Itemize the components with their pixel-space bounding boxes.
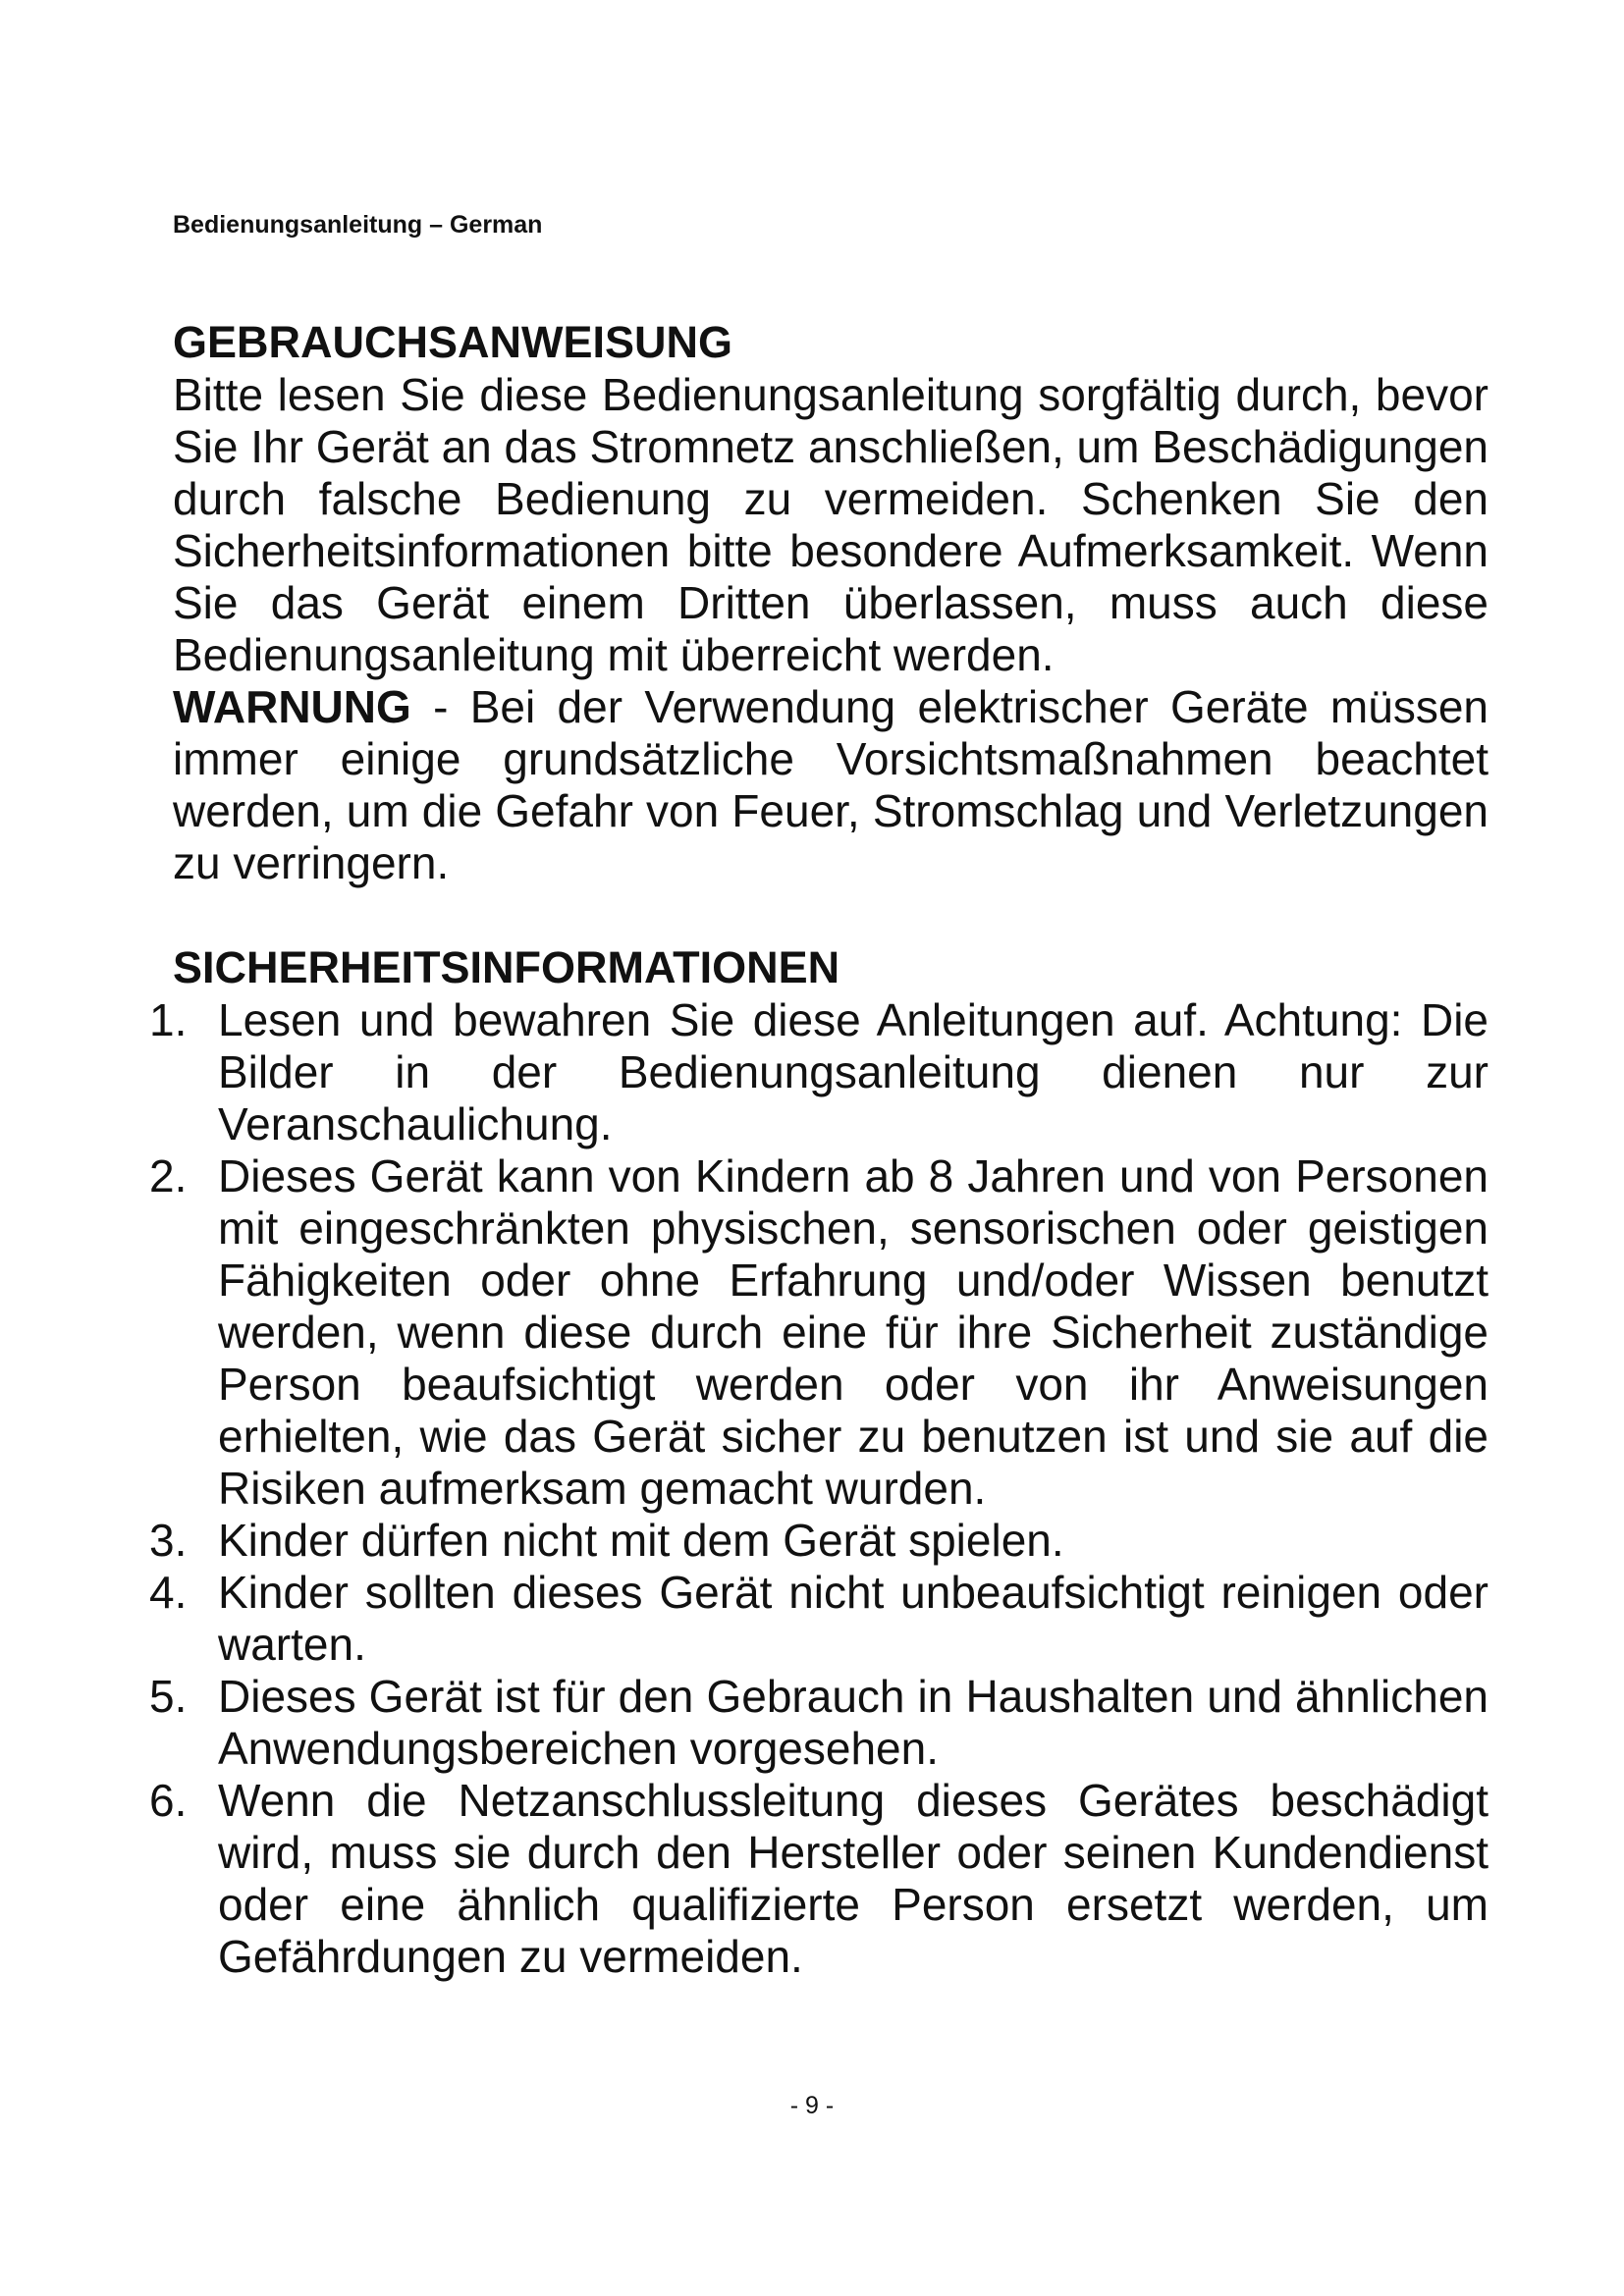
list-item-text: Wenn die Netzanschlussleitung dieses Gerätes beschädigt wird, muss sie durch den Hersteller oder seinen Kundendienst oder eine ähnlich qualifizierte Person ersetzt werden, um Gefährdungen zu vermeiden.	[218, 1775, 1489, 1982]
list-item	[149, 1515, 1489, 1567]
warning-text: - Bei der Verwendung elektrischer Geräte müssen immer einige grundsätzliche Vorsichtsmaßnahmen beachtet werden, um die Gefahr von Feuer, Stromschlag und Verletzungen zu verringern.	[173, 681, 1489, 888]
list-item-number: 4.	[149, 1567, 188, 1618]
list-item	[149, 1150, 1489, 1515]
safety-list	[149, 994, 1489, 1983]
safety-heading: SICHERHEITSINFORMATIONEN	[173, 942, 840, 992]
instructions-heading: GEBRAUCHSANWEISUNG	[173, 317, 733, 367]
intro-paragraph: Bitte lesen Sie diese Bedienungsanleitung sorgfältig durch, bevor Sie Ihr Gerät an das Stromnetz anschließen, um Beschädigungen durch falsche Bedienung zu vermeiden. Schenken Sie den Sicherheitsinformationen bitte besondere Aufmerksamkeit. Wenn Sie das Gerät einem Dritten überlassen, muss auch diese Bedienungsanleitung mit überreicht werden.	[173, 369, 1489, 680]
page-number: - 9 -	[789, 2092, 835, 2119]
list-item	[149, 1567, 1489, 1671]
page-content	[149, 316, 1489, 1983]
list-item-number: 5.	[149, 1671, 188, 1722]
list-item-text: Kinder sollten dieses Gerät nicht unbeaufsichtigt reinigen oder warten.	[218, 1567, 1489, 1670]
list-item-number: 6.	[149, 1775, 188, 1826]
list-item-text: Lesen und bewahren Sie diese Anleitungen auf. Achtung: Die Bilder in der Bedienungsanleitung dienen nur zur Veranschaulichung.	[218, 994, 1489, 1149]
list-item-number: 3.	[149, 1515, 188, 1566]
list-item	[149, 1671, 1489, 1775]
list-item-text: Kinder dürfen nicht mit dem Gerät spielen.	[218, 1515, 1064, 1566]
list-item-number: 1.	[149, 994, 188, 1045]
list-item	[149, 1775, 1489, 1983]
warning-paragraph	[173, 681, 1489, 889]
list-item-number: 2.	[149, 1150, 188, 1201]
warning-label: WARNUNG	[173, 681, 411, 732]
list-item-text: Dieses Gerät ist für den Gebrauch in Haushalten und ähnlichen Anwendungsbereichen vorgesehen.	[218, 1671, 1489, 1774]
list-item-text: Dieses Gerät kann von Kindern ab 8 Jahren und von Personen mit eingeschränkten physischen, sensorischen oder geistigen Fähigkeiten oder ohne Erfahrung und/oder Wissen benutzt werden, wenn diese durch eine für ihre Sicherheit zuständige Person beaufsichtigt werden oder von ihr Anweisungen erhielten, wie das Gerät sicher zu benutzen ist und sie auf die Risiken aufmerksam gemacht wurden.	[218, 1150, 1489, 1514]
running-header: Bedienungsanleitung – German	[173, 211, 543, 239]
list-item	[149, 994, 1489, 1150]
